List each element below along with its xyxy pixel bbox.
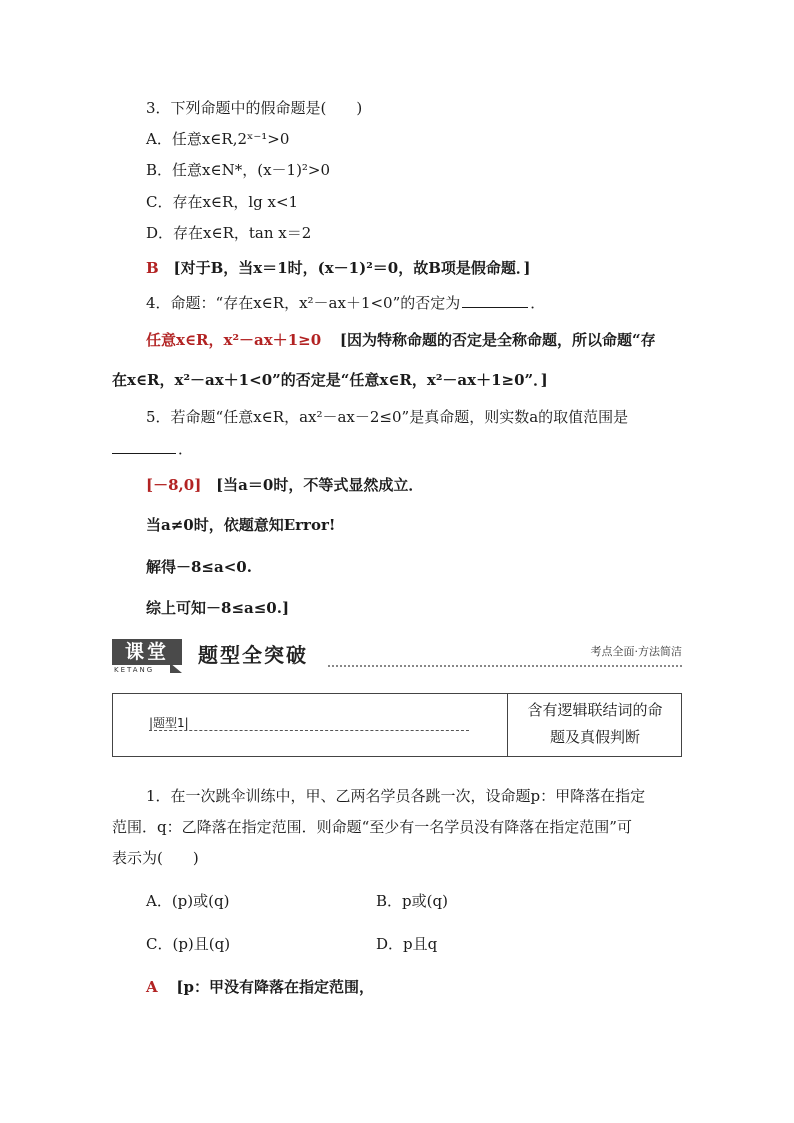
topic-dashed-line: [149, 730, 469, 731]
q1-option-c: C．(p)且(q): [146, 935, 231, 953]
q5-answer-text1: [当a＝0时，不等式显然成立．: [216, 476, 424, 494]
q4-stem-end: ．: [530, 294, 546, 312]
q5-answer-line4: 综上可知－8≤a≤0.]: [146, 599, 290, 617]
q5-stem-line1: 5．若命题“任意x∈R，ax²－ax－2≤0”是真命题，则实数a的取值范围是: [146, 408, 629, 426]
q1-answer-text: [p：甲没有降落在指定范围，: [176, 978, 375, 996]
q3-option-a: A．任意x∈R,2ˣ⁻¹>0: [146, 130, 290, 148]
section-badge-sub: KETANG: [114, 666, 155, 674]
q1-answer: [146, 977, 374, 997]
q1-stem-line3: 表示为( ): [112, 849, 199, 867]
q5-answer-red: [－8,0]: [146, 476, 202, 494]
q3-stem: 3．下列命题中的假命题是( ): [146, 99, 363, 117]
q3-option-c: C．存在x∈R，lg x<1: [146, 193, 299, 211]
topic-title: [513, 697, 677, 751]
q5-stem-end: ．: [178, 440, 194, 458]
q4-answer-red: 任意x∈R，x²－ax＋1≥0: [146, 331, 322, 349]
q5-answer-line2: 当a≠0时，依题意知Error!: [146, 516, 336, 534]
q1-stem-line2: 范围．q：乙降落在指定范围．则命题“至少有一名学员没有降落在指定范围”可: [112, 818, 632, 836]
section-divider: [328, 665, 682, 667]
topic-title-line1: 含有逻辑联结词的命: [527, 701, 663, 719]
q3-option-b: B．任意x∈N*，(x－1)²>0: [146, 161, 331, 179]
q4-answer-line2: 在x∈R，x²－ax＋1<0”的否定是“任意x∈R，x²－ax＋1≥0”．]: [112, 371, 548, 389]
section-header: [112, 637, 682, 673]
q5-answer-line3: 解得－8≤a<0.: [146, 558, 252, 576]
q1-option-a: A．(p)或(q): [146, 892, 230, 910]
q4-blank: [462, 293, 528, 308]
q4-stem-text: 4．命题：“存在x∈R，x²－ax＋1<0”的否定为: [146, 294, 461, 312]
q3-option-d: D．存在x∈R，tan x＝2: [146, 224, 312, 242]
q5-blank: [112, 439, 176, 454]
q4-stem: [146, 293, 545, 313]
q1-stem-line1: 1．在一次跳伞训练中，甲、乙两名学员各跳一次，设命题p：甲降落在指定: [146, 787, 646, 805]
q5-stem-line2: [112, 439, 193, 459]
topic-title-line2: 题及真假判断: [549, 728, 640, 746]
topic-label: |题型1|: [149, 716, 189, 730]
section-badge: 课堂: [112, 639, 182, 665]
q1-option-b: B．p或(q): [376, 892, 448, 910]
section-tagline: 考点全面·方法简洁: [590, 645, 682, 658]
q1-answer-letter: A: [146, 978, 158, 996]
q5-answer-line1: [146, 475, 423, 495]
q3-answer-text: [对于B，当x＝1时，(x－1)²＝0，故B项是假命题．]: [173, 259, 531, 277]
q4-answer-line1: [146, 330, 656, 350]
q1-option-d: D．p且q: [376, 935, 438, 953]
topic-box: [112, 693, 682, 757]
q3-answer: [146, 258, 530, 278]
section-badge-arrow: [170, 663, 182, 673]
q3-answer-letter: B: [146, 259, 159, 277]
section-title: 题型全突破: [198, 643, 308, 667]
q4-answer-text1: [因为特称命题的否定是全称命题，所以命题“存: [339, 331, 656, 349]
topic-left-cell: [113, 694, 508, 756]
